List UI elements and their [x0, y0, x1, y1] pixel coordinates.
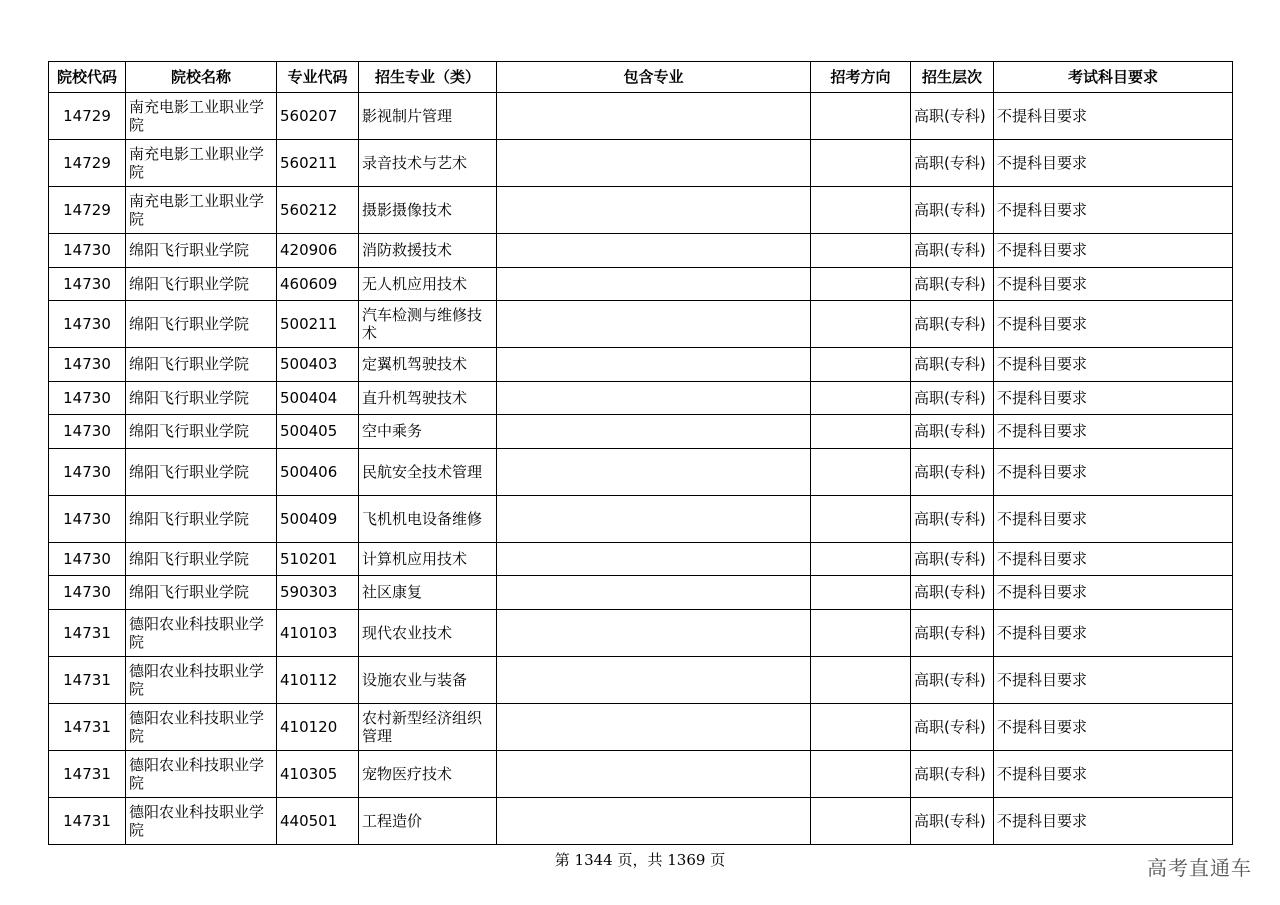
- cell-major: 无人机应用技术: [359, 267, 497, 301]
- cell-level: 高职(专科): [911, 187, 994, 234]
- cell-level: 高职(专科): [911, 656, 994, 703]
- cell-included-majors: [497, 495, 811, 542]
- table-row: [49, 187, 1233, 234]
- cell-requirement: 不提科目要求: [994, 448, 1233, 495]
- cell-major-code: 560211: [277, 140, 359, 187]
- cell-school-name: 绵阳飞行职业学院: [126, 267, 277, 301]
- header-school-name: 院校名称: [126, 62, 277, 93]
- cell-level: 高职(专科): [911, 797, 994, 844]
- cell-included-majors: [497, 381, 811, 415]
- table-row: [49, 576, 1233, 610]
- cell-level: 高职(专科): [911, 448, 994, 495]
- cell-level: 高职(专科): [911, 381, 994, 415]
- cell-level: 高职(专科): [911, 140, 994, 187]
- cell-direction: [811, 93, 911, 140]
- cell-school-code: 14730: [49, 415, 126, 449]
- cell-major: 空中乘务: [359, 415, 497, 449]
- table-row: [49, 703, 1233, 750]
- cell-requirement: 不提科目要求: [994, 415, 1233, 449]
- cell-school-name: 绵阳飞行职业学院: [126, 234, 277, 268]
- header-major: 招生专业（类）: [359, 62, 497, 93]
- cell-major-code: 410305: [277, 750, 359, 797]
- cell-requirement: 不提科目要求: [994, 703, 1233, 750]
- cell-school-code: 14730: [49, 348, 126, 382]
- cell-level: 高职(专科): [911, 703, 994, 750]
- cell-level: 高职(专科): [911, 301, 994, 348]
- cell-direction: [811, 301, 911, 348]
- cell-direction: [811, 542, 911, 576]
- table-body: [49, 93, 1233, 845]
- table-row: [49, 542, 1233, 576]
- cell-requirement: 不提科目要求: [994, 609, 1233, 656]
- table-row: [49, 234, 1233, 268]
- table-row: [49, 93, 1233, 140]
- header-school-code: 院校代码: [49, 62, 126, 93]
- cell-major-code: 500211: [277, 301, 359, 348]
- cell-level: 高职(专科): [911, 93, 994, 140]
- cell-direction: [811, 415, 911, 449]
- cell-major: 民航安全技术管理: [359, 448, 497, 495]
- cell-school-name: 德阳农业科技职业学院: [126, 703, 277, 750]
- cell-direction: [811, 348, 911, 382]
- cell-school-code: 14730: [49, 301, 126, 348]
- cell-requirement: 不提科目要求: [994, 140, 1233, 187]
- table-row: [49, 750, 1233, 797]
- table-row: [49, 348, 1233, 382]
- cell-major-code: 420906: [277, 234, 359, 268]
- cell-school-name: 南充电影工业职业学院: [126, 187, 277, 234]
- table-row: [49, 415, 1233, 449]
- cell-direction: [811, 576, 911, 610]
- cell-included-majors: [497, 448, 811, 495]
- cell-school-code: 14731: [49, 750, 126, 797]
- cell-major: 直升机驾驶技术: [359, 381, 497, 415]
- cell-major: 汽车检测与维修技术: [359, 301, 497, 348]
- cell-direction: [811, 656, 911, 703]
- cell-included-majors: [497, 750, 811, 797]
- cell-major-code: 410103: [277, 609, 359, 656]
- page-footer: 第 1344 页，共 1369 页: [554, 851, 726, 869]
- table-row: [49, 448, 1233, 495]
- cell-direction: [811, 381, 911, 415]
- cell-major: 现代农业技术: [359, 609, 497, 656]
- cell-included-majors: [497, 267, 811, 301]
- cell-requirement: 不提科目要求: [994, 576, 1233, 610]
- table-row: [49, 609, 1233, 656]
- table-row: [49, 381, 1233, 415]
- cell-requirement: 不提科目要求: [994, 656, 1233, 703]
- cell-major-code: 560212: [277, 187, 359, 234]
- cell-school-code: 14730: [49, 381, 126, 415]
- cell-school-code: 14730: [49, 234, 126, 268]
- cell-direction: [811, 703, 911, 750]
- cell-requirement: 不提科目要求: [994, 348, 1233, 382]
- cell-level: 高职(专科): [911, 415, 994, 449]
- cell-major: 定翼机驾驶技术: [359, 348, 497, 382]
- cell-requirement: 不提科目要求: [994, 542, 1233, 576]
- cell-school-name: 绵阳飞行职业学院: [126, 576, 277, 610]
- cell-school-name: 绵阳飞行职业学院: [126, 415, 277, 449]
- cell-included-majors: [497, 415, 811, 449]
- cell-school-name: 南充电影工业职业学院: [126, 140, 277, 187]
- header-major-code: 专业代码: [277, 62, 359, 93]
- cell-included-majors: [497, 576, 811, 610]
- cell-major: 农村新型经济组织管理: [359, 703, 497, 750]
- cell-requirement: 不提科目要求: [994, 750, 1233, 797]
- cell-included-majors: [497, 140, 811, 187]
- cell-level: 高职(专科): [911, 348, 994, 382]
- cell-major-code: 500403: [277, 348, 359, 382]
- cell-level: 高职(专科): [911, 576, 994, 610]
- cell-school-code: 14730: [49, 495, 126, 542]
- cell-major: 消防救援技术: [359, 234, 497, 268]
- cell-direction: [811, 448, 911, 495]
- cell-major: 设施农业与装备: [359, 656, 497, 703]
- cell-major-code: 440501: [277, 797, 359, 844]
- cell-major: 计算机应用技术: [359, 542, 497, 576]
- cell-direction: [811, 267, 911, 301]
- cell-included-majors: [497, 703, 811, 750]
- cell-major-code: 500409: [277, 495, 359, 542]
- cell-included-majors: [497, 301, 811, 348]
- cell-school-code: 14731: [49, 703, 126, 750]
- cell-major-code: 410120: [277, 703, 359, 750]
- header-included-majors: 包含专业: [497, 62, 811, 93]
- cell-school-code: 14731: [49, 797, 126, 844]
- table-row: [49, 495, 1233, 542]
- cell-major: 宠物医疗技术: [359, 750, 497, 797]
- header-direction: 招考方向: [811, 62, 911, 93]
- cell-direction: [811, 797, 911, 844]
- cell-requirement: 不提科目要求: [994, 381, 1233, 415]
- cell-school-code: 14730: [49, 267, 126, 301]
- cell-included-majors: [497, 234, 811, 268]
- cell-level: 高职(专科): [911, 267, 994, 301]
- cell-major: 社区康复: [359, 576, 497, 610]
- cell-level: 高职(专科): [911, 495, 994, 542]
- cell-major-code: 460609: [277, 267, 359, 301]
- cell-school-name: 德阳农业科技职业学院: [126, 656, 277, 703]
- cell-included-majors: [497, 93, 811, 140]
- cell-level: 高职(专科): [911, 609, 994, 656]
- cell-direction: [811, 750, 911, 797]
- cell-requirement: 不提科目要求: [994, 267, 1233, 301]
- header-level: 招生层次: [911, 62, 994, 93]
- table-row: [49, 797, 1233, 844]
- cell-level: 高职(专科): [911, 234, 994, 268]
- cell-direction: [811, 234, 911, 268]
- table-row: [49, 140, 1233, 187]
- cell-school-code: 14731: [49, 609, 126, 656]
- cell-requirement: 不提科目要求: [994, 797, 1233, 844]
- cell-major-code: 500406: [277, 448, 359, 495]
- cell-school-code: 14729: [49, 187, 126, 234]
- cell-school-code: 14730: [49, 576, 126, 610]
- cell-school-code: 14730: [49, 542, 126, 576]
- cell-major-code: 500404: [277, 381, 359, 415]
- cell-included-majors: [497, 187, 811, 234]
- cell-level: 高职(专科): [911, 542, 994, 576]
- cell-included-majors: [497, 542, 811, 576]
- cell-major: 影视制片管理: [359, 93, 497, 140]
- cell-included-majors: [497, 797, 811, 844]
- cell-school-code: 14730: [49, 448, 126, 495]
- cell-school-code: 14729: [49, 93, 126, 140]
- header-row: [49, 62, 1233, 93]
- admissions-table: [48, 61, 1233, 845]
- cell-major-code: 590303: [277, 576, 359, 610]
- cell-requirement: 不提科目要求: [994, 234, 1233, 268]
- cell-requirement: 不提科目要求: [994, 495, 1233, 542]
- cell-school-name: 德阳农业科技职业学院: [126, 609, 277, 656]
- cell-major: 飞机机电设备维修: [359, 495, 497, 542]
- cell-school-name: 德阳农业科技职业学院: [126, 750, 277, 797]
- cell-school-code: 14729: [49, 140, 126, 187]
- cell-direction: [811, 187, 911, 234]
- table-row: [49, 267, 1233, 301]
- cell-school-code: 14731: [49, 656, 126, 703]
- cell-school-name: 绵阳飞行职业学院: [126, 448, 277, 495]
- cell-school-name: 德阳农业科技职业学院: [126, 797, 277, 844]
- cell-major-code: 510201: [277, 542, 359, 576]
- table-row: [49, 301, 1233, 348]
- cell-major-code: 410112: [277, 656, 359, 703]
- watermark: 高考直通车: [1147, 856, 1252, 880]
- cell-school-name: 绵阳飞行职业学院: [126, 301, 277, 348]
- cell-school-name: 绵阳飞行职业学院: [126, 495, 277, 542]
- cell-major: 摄影摄像技术: [359, 187, 497, 234]
- cell-school-name: 绵阳飞行职业学院: [126, 542, 277, 576]
- cell-major: 录音技术与艺术: [359, 140, 497, 187]
- cell-included-majors: [497, 609, 811, 656]
- table-row: [49, 656, 1233, 703]
- cell-included-majors: [497, 656, 811, 703]
- cell-direction: [811, 495, 911, 542]
- cell-school-name: 绵阳飞行职业学院: [126, 381, 277, 415]
- cell-level: 高职(专科): [911, 750, 994, 797]
- cell-major: 工程造价: [359, 797, 497, 844]
- cell-requirement: 不提科目要求: [994, 301, 1233, 348]
- cell-direction: [811, 609, 911, 656]
- cell-requirement: 不提科目要求: [994, 93, 1233, 140]
- header-requirement: 考试科目要求: [994, 62, 1233, 93]
- cell-school-name: 南充电影工业职业学院: [126, 93, 277, 140]
- cell-included-majors: [497, 348, 811, 382]
- cell-major-code: 560207: [277, 93, 359, 140]
- cell-major-code: 500405: [277, 415, 359, 449]
- cell-school-name: 绵阳飞行职业学院: [126, 348, 277, 382]
- cell-direction: [811, 140, 911, 187]
- cell-requirement: 不提科目要求: [994, 187, 1233, 234]
